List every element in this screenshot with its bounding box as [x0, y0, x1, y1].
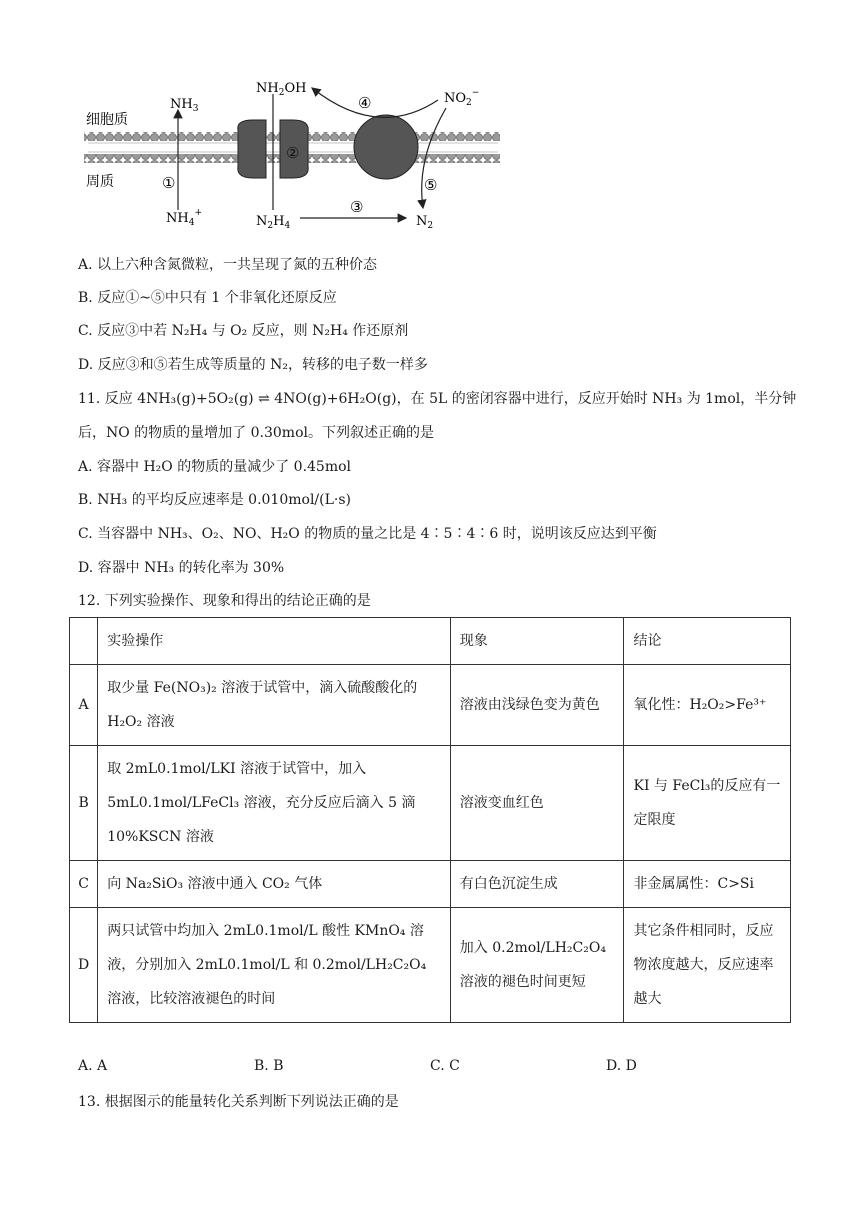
- protein-left-half: [238, 120, 266, 178]
- no2-label: $NO_2^-$: [444, 88, 480, 108]
- operation-cell: 取少量 Fe(NO₃)₂ 溶液于试管中，滴入硫酸酸化的 H₂O₂ 溶液: [98, 665, 451, 746]
- operation-cell: 取 2mL0.1mol/LKI 溶液于试管中，加入 5mL0.1mol/LFeCl₃ 溶液，充分反应后滴入 5 滴 10%KSCN 溶液: [98, 746, 451, 861]
- header-cell: 实验操作: [98, 618, 451, 665]
- table-row: [70, 861, 791, 908]
- q13-stem: 13. 根据图示的能量转化关系判断下列说法正确的是: [78, 1094, 399, 1110]
- q12-choice-b: B. B: [254, 1058, 284, 1074]
- table-row: [70, 665, 791, 746]
- step1-label: ①: [162, 174, 176, 192]
- n2-label: $N_2$: [416, 214, 434, 231]
- step4-label: ④: [358, 94, 372, 112]
- q12-choice-a: A. A: [78, 1058, 108, 1074]
- row-label: D: [70, 908, 98, 1023]
- q12-stem: 12. 下列实验操作、现象和得出的结论正确的是: [78, 593, 371, 609]
- nh4-label: $NH_4^+$: [166, 208, 202, 228]
- q10-option-a: A. 以上六种含氮微粒，一共呈现了氮的五种价态: [78, 257, 378, 273]
- q12-choice-c: C. C: [430, 1058, 460, 1074]
- n2h4-label: $N_2H_4$: [256, 214, 291, 231]
- phenomenon-cell: 有白色沉淀生成: [450, 861, 624, 908]
- conclusion-cell: KI 与 FeCl₃的反应有一定限度: [624, 746, 791, 861]
- conclusion-cell: 氧化性：H₂O₂>Fe³⁺: [624, 665, 791, 746]
- step5-label: ⑤: [424, 176, 438, 194]
- row-label: C: [70, 861, 98, 908]
- q11-option-b: B. NH₃ 的平均反应速率是 0.010mol/(L·s): [78, 492, 351, 508]
- phenomenon-cell: 溶液由浅绿色变为黄色: [450, 665, 624, 746]
- operation-cell: 向 Na₂SiO₃ 溶液中通入 CO₂ 气体: [98, 861, 451, 908]
- q10-option-b: B. 反应①~⑤中只有 1 个非氧化还原反应: [78, 290, 337, 306]
- q12-choices: [78, 1058, 778, 1078]
- header-cell: [70, 618, 98, 665]
- nh2oh-label: $NH_2OH$: [256, 81, 307, 98]
- q11-option-a: A. 容器中 H₂O 的物质的量减少了 0.45mol: [78, 459, 352, 475]
- q11-option-d: D. 容器中 NH₃ 的转化率为 30%: [78, 560, 285, 576]
- q12-choice-d: D. D: [606, 1058, 637, 1074]
- table-row: [70, 908, 791, 1023]
- label-periplasm: 周质: [86, 174, 114, 190]
- q11-option-c: C. 当容器中 NH₃、O₂、NO、H₂O 的物质的量之比是 4∶5∶4∶6 时，说明该反应达到平衡: [78, 526, 657, 542]
- row-label: B: [70, 746, 98, 861]
- q10-option-d: D. 反应③和⑤若生成等质量的 N₂，转移的电子数一样多: [78, 357, 428, 373]
- phenomenon-cell: 加入 0.2mol/LH₂C₂O₄ 溶液的褪色时间更短: [450, 908, 624, 1023]
- row-label: A: [70, 665, 98, 746]
- operation-cell: 两只试管中均加入 2mL0.1mol/L 酸性 KMnO₄ 溶液，分别加入 2mL0.1mol/L 和 0.2mol/LH₂C₂O₄ 溶液，比较溶液褪色的时间: [98, 908, 451, 1023]
- nitrogen-cycle-diagram: [78, 70, 518, 240]
- step3-label: ③: [350, 198, 364, 216]
- header-cell: 结论: [624, 618, 791, 665]
- q11-stem-line2: 后，NO 的物质的量增加了 0.30mol。下列叙述正确的是: [78, 425, 434, 441]
- q11-stem-line1: 11. 反应 4NH₃(g)+5O₂(g) ⇌ 4NO(g)+6H₂O(g)，在 5L 的密闭容器中进行，反应开始时 NH₃ 为 1mol，半分钟: [78, 391, 797, 407]
- q10-option-c: C. 反应③中若 N₂H₄ 与 O₂ 反应，则 N₂H₄ 作还原剂: [78, 323, 409, 339]
- nh3-label: $NH_3$: [170, 97, 199, 114]
- header-cell: 现象: [450, 618, 624, 665]
- table-header-row: [70, 618, 791, 665]
- table-row: [70, 746, 791, 861]
- conclusion-cell: 非金属属性：C>Si: [624, 861, 791, 908]
- enzyme-protein: [354, 115, 418, 179]
- step2-label: ②: [286, 144, 300, 162]
- label-cytoplasm: 细胞质: [86, 112, 128, 128]
- conclusion-cell: 其它条件相同时，反应物浓度越大，反应速率越大: [624, 908, 791, 1023]
- phenomenon-cell: 溶液变血红色: [450, 746, 624, 861]
- experiment-table: [69, 617, 791, 1023]
